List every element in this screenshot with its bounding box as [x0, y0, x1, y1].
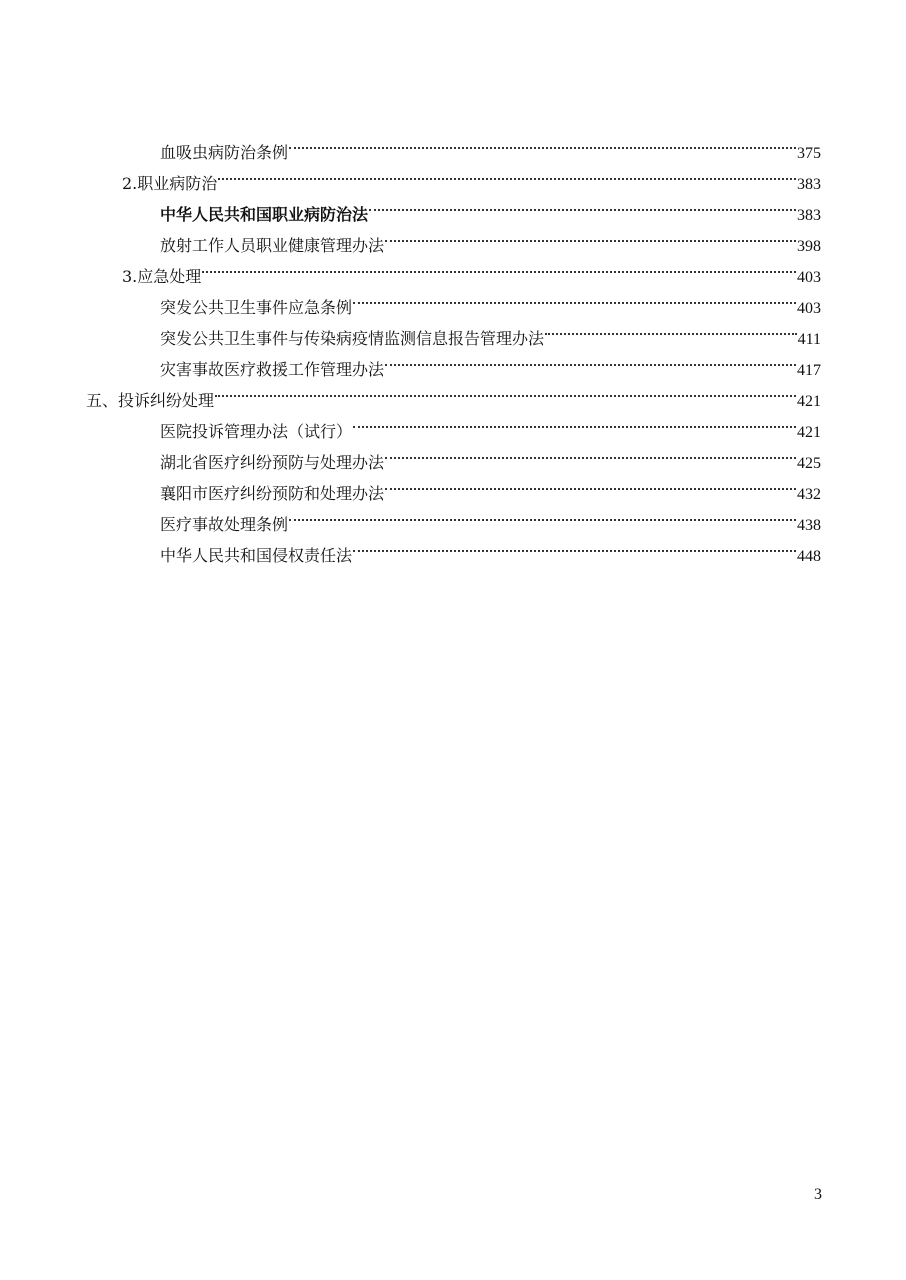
toc-entry[interactable] — [0, 499, 906, 534]
dot-leader — [385, 344, 796, 375]
toc-entry-title: 医疗事故处理条例 — [160, 515, 289, 534]
toc-entry-title: 2.职业病防治 — [122, 174, 218, 193]
toc-entry-title: 灾害事故医疗救援工作管理办法 — [160, 360, 385, 379]
dot-leader — [369, 189, 796, 220]
dot-leader — [385, 220, 796, 251]
toc-entry-page: 425 — [797, 455, 821, 472]
toc-entry-page: 403 — [797, 300, 821, 317]
toc-entry-page: 417 — [797, 362, 821, 379]
toc-entry-page: 375 — [797, 145, 821, 162]
dot-leader — [385, 437, 796, 468]
toc-entry[interactable] — [0, 375, 906, 410]
dot-leader — [289, 499, 796, 530]
dot-leader — [385, 468, 796, 499]
toc-entry-title: 中华人民共和国职业病防治法 — [160, 205, 369, 224]
dot-leader — [545, 313, 797, 344]
toc-entry[interactable] — [0, 406, 906, 441]
toc-entry-title: 五、投诉纠纷处理 — [86, 391, 215, 410]
toc-entry-page: 403 — [797, 269, 821, 286]
toc-entry[interactable] — [0, 313, 906, 348]
dot-leader — [353, 530, 796, 561]
toc-entry[interactable] — [0, 220, 906, 255]
toc-entry[interactable] — [0, 282, 906, 317]
toc-entry-title: 3.应急处理 — [122, 267, 202, 286]
dot-leader — [218, 158, 796, 189]
toc-entry[interactable] — [0, 251, 906, 286]
toc-entry-title: 突发公共卫生事件应急条例 — [160, 298, 353, 317]
dot-leader — [202, 251, 796, 282]
toc-entry-title: 放射工作人员职业健康管理办法 — [160, 236, 385, 255]
table-of-contents — [0, 127, 906, 565]
toc-entry-title: 血吸虫病防治条例 — [160, 143, 289, 162]
toc-entry-page: 438 — [797, 517, 821, 534]
toc-entry-page: 383 — [797, 176, 821, 193]
toc-entry-page: 421 — [797, 424, 821, 441]
toc-entry[interactable] — [0, 189, 906, 224]
page-number: 3 — [814, 1186, 822, 1203]
toc-entry[interactable] — [0, 158, 906, 193]
dot-leader — [289, 127, 796, 158]
dot-leader — [353, 282, 796, 313]
toc-entry-page: 448 — [797, 548, 821, 565]
dot-leader — [215, 375, 796, 406]
toc-entry-page: 383 — [797, 207, 821, 224]
toc-entry-title: 襄阳市医疗纠纷预防和处理办法 — [160, 484, 385, 503]
toc-entry-page: 398 — [797, 238, 821, 255]
toc-entry[interactable] — [0, 530, 906, 565]
toc-entry[interactable] — [0, 344, 906, 379]
toc-entry[interactable] — [0, 127, 906, 162]
toc-entry-title: 湖北省医疗纠纷预防与处理办法 — [160, 453, 385, 472]
toc-entry-page: 432 — [797, 486, 821, 503]
toc-entry-page: 421 — [797, 393, 821, 410]
dot-leader — [353, 406, 796, 437]
toc-entry-title: 医院投诉管理办法（试行） — [160, 422, 353, 441]
toc-entry-title: 突发公共卫生事件与传染病疫情监测信息报告管理办法 — [160, 329, 545, 348]
toc-entry[interactable] — [0, 437, 906, 472]
toc-entry-title: 中华人民共和国侵权责任法 — [160, 546, 353, 565]
toc-entry[interactable] — [0, 468, 906, 503]
toc-entry-page: 411 — [797, 331, 821, 348]
